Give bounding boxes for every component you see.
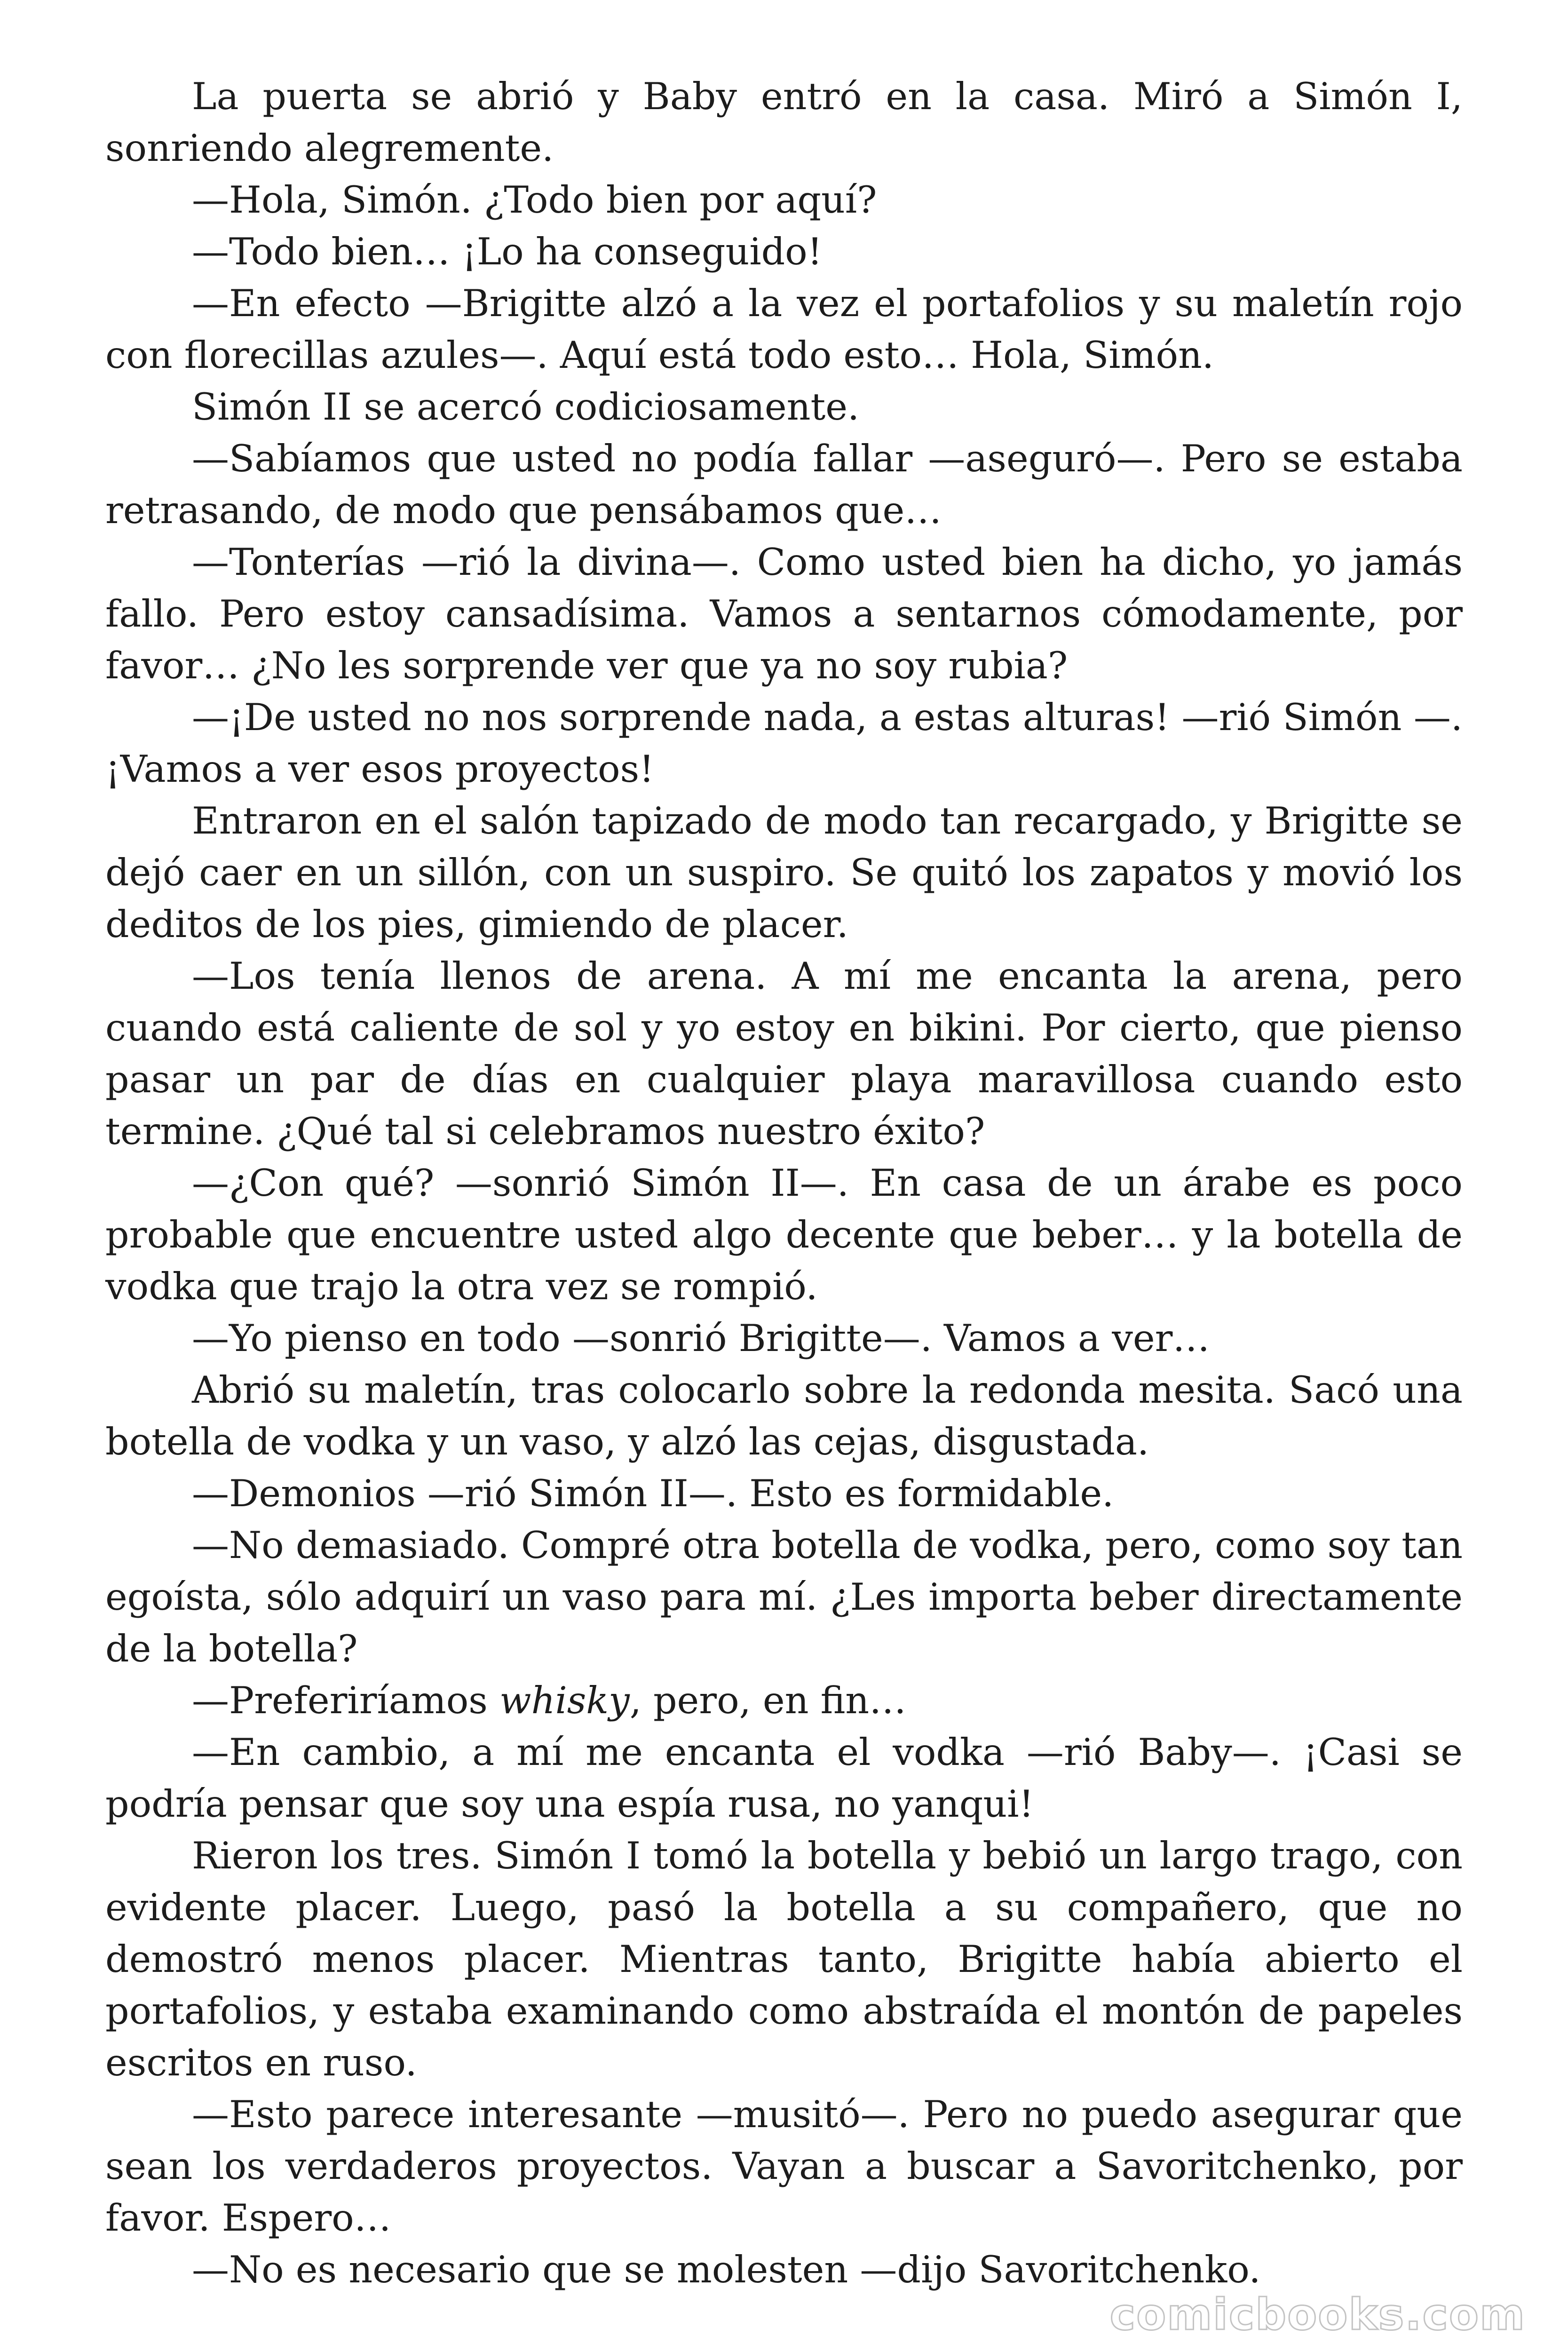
paragraph: —¡De usted no nos sorprende nada, a estas alturas! —rió Simón —. ¡Vamos a ver esos proyectos! [105, 696, 1463, 791]
paragraph: La puerta se abrió y Baby entró en la casa. Miró a Simón I, sonriendo alegremente. [105, 75, 1463, 170]
paragraph: —Esto parece interesante —musitó—. Pero no puedo asegurar que sean los verdaderos proyectos. Vayan a buscar a Savoritchenko, por favor. Espero… [105, 2093, 1463, 2240]
paragraph: —Los tenía llenos de arena. A mí me encanta la arena, pero cuando está caliente de sol y yo estoy en bikini. Por cierto, que pienso pasar un par de días en cualquier playa maravillosa cuando esto termine. ¿Qué tal si celebramos nuestro éxito? [105, 954, 1463, 1153]
paragraph: Abrió su maletín, tras colocarlo sobre la redonda mesita. Sacó una botella de vodka y un vaso, y alzó las cejas, disgustada. [105, 1368, 1463, 1463]
paragraph-whisky [105, 1675, 1463, 1726]
whisky-after: , pero, en fin… [629, 1679, 907, 1722]
paragraph: —Hola, Simón. ¿Todo bien por aquí? [192, 178, 877, 222]
paragraph: —Sabíamos que usted no podía fallar —aseguró—. Pero se estaba retrasando, de modo que pensábamos que… [105, 437, 1463, 532]
paragraph: Simón II se acercó codiciosamente. [192, 385, 860, 429]
paragraph: —¿Con qué? —sonrió Simón II—. En casa de un árabe es poco probable que encuentre usted algo decente que beber… y la botella de vodka que trajo la otra vez se rompió. [105, 1161, 1463, 1308]
paragraph: —Todo bien… ¡Lo ha conseguido! [192, 230, 823, 273]
paragraph: —Demonios —rió Simón II—. Esto es formidable. [192, 1472, 1114, 1515]
paragraph: —En cambio, a mí me encanta el vodka —rió Baby—. ¡Casi se podría pensar que soy una espía rusa, no yanqui! [105, 1731, 1463, 1826]
paragraph: Entraron en el salón tapizado de modo tan recargado, y Brigitte se dejó caer en un sillón, con un suspiro. Se quitó los zapatos y movió los deditos de los pies, gimiendo de placer. [105, 799, 1463, 946]
paragraph: —En efecto —Brigitte alzó a la vez el portafolios y su maletín rojo con florecillas azules—. Aquí está todo esto… Hola, Simón. [105, 282, 1463, 377]
paragraph: —Yo pienso en todo —sonrió Brigitte—. Vamos a ver… [192, 1317, 1210, 1360]
watermark-logo: comicbooks.com [1109, 2289, 1526, 2340]
paragraph: Rieron los tres. Simón I tomó la botella y bebió un largo trago, con evidente placer. Luego, pasó la botella a su compañero, que no demostró menos placer. Mientras tanto, Brigitte había abierto el portafolios, y estaba examinando como abstraída el montón de papeles escritos en ruso. [105, 1834, 1463, 2084]
whisky-before: —Preferiríamos [192, 1679, 499, 1722]
paragraph: —No demasiado. Compré otra botella de vodka, pero, como soy tan egoísta, sólo adquirí un vaso para mí. ¿Les importa beber directamente de la botella? [105, 1524, 1463, 1670]
paragraph: —Tonterías —rió la divina—. Como usted bien ha dicho, yo jamás fallo. Pero estoy cansadísima. Vamos a sentarnos cómodamente, por favor… ¿No les sorprende ver que ya no soy rubia? [105, 540, 1463, 687]
book-page-text [105, 71, 1463, 2296]
whisky-emphasis: whisky [499, 1679, 630, 1722]
paragraph: —No es necesario que se molesten —dijo Savoritchenko. [192, 2248, 1261, 2291]
